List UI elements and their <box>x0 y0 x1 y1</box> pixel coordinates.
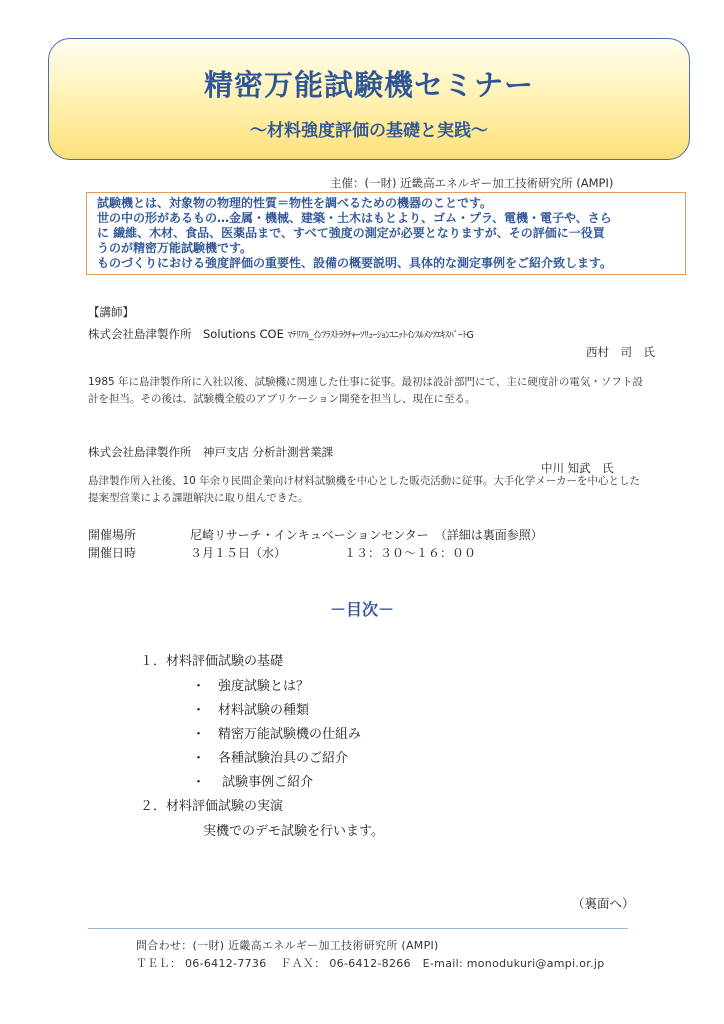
lecturer2-bio <box>88 473 668 507</box>
date-label: 開催日時 <box>88 546 137 560</box>
page-subtitle: ～材料強度評価の基礎と実践～ <box>250 121 488 141</box>
email-label: E-mail: <box>422 957 463 970</box>
date-day: ３月１５日（水） <box>190 546 287 560</box>
intro-line: ものづくりにおける強度評価の重要性、設備の概要説明、具体的な測定事例をご紹介致します。 <box>97 256 613 270</box>
lecturer2-name: 中川 知武 氏 <box>541 461 614 475</box>
page-title: 精密万能試験機セミナー <box>203 68 534 102</box>
tel-number: 06-6412-7736 <box>185 957 267 970</box>
intro-line: 試験機とは、対象物の物理的性質＝物性を調べるための機器のことです。 <box>97 196 493 210</box>
toc-heading: －目次－ <box>329 600 394 619</box>
email-address[interactable]: monodukuri@ampi.or.jp <box>466 957 605 970</box>
lecturer1-company: 株式会社島津製作所 Solutions COE <box>88 327 284 341</box>
lecturer1-bio <box>88 374 668 408</box>
toc-section-2-desc: 実機でのデモ試験を行います。 <box>203 824 384 839</box>
intro-line: に 繊維、木材、食品、医薬品まで、すべて強度の測定が必要となりますが、その評価に一役買 <box>97 226 605 240</box>
intro-line: うのが精密万能試験機です。 <box>97 241 253 255</box>
lecturer1-affiliation <box>88 326 473 342</box>
lecturer1-dept: ﾏﾃﾘｱﾙ_ｲﾝﾌﾗｽﾄﾗｸﾁｬｰｿﾘｭｰｼｮﾝﾕﾆｯﾄｲﾝｽﾙﾒﾝﾂｴｷｽﾊﾟｰﾄG <box>287 330 474 341</box>
bio-line: 提案型営業による課題解決に取り組んできた。 <box>88 492 309 504</box>
bio-line: 計を担当。その後は、試験機全般のアプリケーション開発を担当し、現在に至る。 <box>88 393 476 405</box>
footer-divider <box>88 928 628 929</box>
title-banner <box>48 38 690 160</box>
toc-section-1: １．材料評価試験の基礎 <box>140 654 284 669</box>
lecturer-heading: 【講師】 <box>88 305 134 319</box>
intro-line: 世の中の形があるもの…金属・機械、建築・土木はもとより、ゴム・プラ、電機・電子や、さら <box>97 211 612 225</box>
toc-section-2: ２．材料評価試験の実演 <box>140 799 284 814</box>
bio-line: 島津製作所入社後、10 年余り民間企業向け材料試験機を中心とした販売活動に従事。大手化学メーカーを中心とした <box>88 475 640 487</box>
footer-contact: 問合わせ：(一財) 近畿高エネルギー加工技術研究所 (AMPI) <box>136 939 439 952</box>
fax-label: ＦＡＸ： <box>280 957 326 970</box>
fax-number: 06-6412-8266 <box>329 957 411 970</box>
lecturer1-name: 西村 司 氏 <box>586 345 655 359</box>
lecturer2-company: 株式会社島津製作所 神戸支店 分析計測営業課 <box>88 445 334 459</box>
bio-line: 1985 年に島津製作所に入社以後、試験機に関連した仕事に従事。最初は設計部門にて、主に硬度計の電気・ソフト設 <box>88 376 643 388</box>
date-time: １３：３０～１６：００ <box>344 546 477 560</box>
next-page-note: （裏面へ） <box>572 896 635 911</box>
tel-label: ＴＥＬ： <box>136 957 182 970</box>
intro-box <box>86 192 686 275</box>
toc-item: ・ 精密万能試験機の仕組み <box>192 727 362 742</box>
venue-label: 開催場所 <box>88 528 137 542</box>
toc-item: ・ 強度試験とは？ <box>192 679 310 694</box>
toc-item: ・ 材料試験の種類 <box>192 703 310 718</box>
footer-phone-line <box>136 955 605 971</box>
venue-value: 尼崎リサーチ・インキュベーションセンター （詳細は裏面参照） <box>190 528 543 542</box>
toc-item: ・ 各種試験治具のご紹介 <box>192 751 349 766</box>
organizer-text: 主催：(一財) 近畿高エネルギー加工技術研究所 (AMPI) <box>330 176 614 190</box>
toc-item: ・ 試験事例ご紹介 <box>192 775 314 790</box>
